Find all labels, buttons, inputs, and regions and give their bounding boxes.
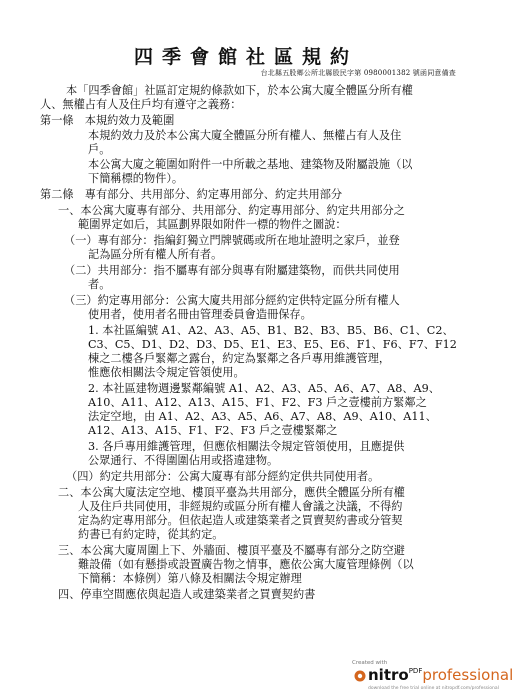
text-line: 使用者，使用者名冊由管理委員會造冊保存。: [88, 308, 312, 321]
document-title: 四季會館社區規約: [133, 46, 358, 68]
text-line: 2. 本社區建物週邊緊鄰編號 A1、A2、A3、A5、A6、A7、A8、A9、: [88, 382, 440, 395]
text-line: 人及住戶共同使用，非經規約或區分所有權人會議之決議，不得約: [78, 500, 403, 513]
text-line: 惟應依相關法令規定管領使用。: [88, 366, 245, 379]
text-line: C3、C5、D1、D2、D3、D5、E1、E3、E5、E6、F1、F6、F7、F12: [88, 338, 457, 351]
text-line: 1. 本社區編號 A1、A2、A3、A5、B1、B2、B3、B5、B6、C1、C2、: [88, 324, 454, 337]
text-line: （二）共用部分：指不屬專有部分與專有附屬建築物，而供共同使用: [64, 264, 400, 277]
text-line: 下簡稱標的物件）。: [88, 172, 184, 185]
text-line: 下簡稱：本條例）第八條及相關法令規定辦理: [78, 572, 302, 585]
text-line: 約書已有約定時，從其約定。: [78, 528, 224, 541]
text-line: （四）約定共用部分：公寓大廈專有部分經約定供共同使用者。: [66, 470, 380, 483]
text-line: 法定空地，由 A1、A2、A3、A5、A6、A7、A8、A9、A10、A11、: [88, 410, 437, 423]
text-line: 本規約效力及於本公寓大廈全體區分所有權人、無權占有人及住: [88, 129, 402, 142]
text-line: A10、A11、A12、A13、A15、F1、F2、F3 戶之壹樓前方緊鄰之: [88, 396, 427, 409]
text-line: （一）專有部分：指編釘獨立門牌號碼或所在地址證明之家戶，並登: [64, 234, 400, 247]
text-line: 棟之二樓各戶緊鄰之露台，約定為緊鄰之各戶專用維護管理，: [88, 352, 391, 365]
text-line: 範圍界定如后，其區劃界限如附件一標的物件之圖說：: [78, 218, 347, 231]
registration-note: 台北縣五股鄉公所北縣股民字第 0980001382 號函同意備查: [260, 69, 456, 77]
text-line: 三、本公寓大廈周圍上下、外牆面、樓頂平臺及不屬專有部分之防空避: [58, 544, 405, 557]
text-line: 四、停車空間應依與起造人或建築業者之買賣契約書: [58, 588, 316, 601]
text-line: 第一條 本規約效力及範圍: [40, 114, 175, 127]
text-line: 記為區分所有權人所有者。: [88, 248, 223, 261]
text-line: A12、A13、A15、F1、F2、F3 戶之壹樓緊鄰之: [88, 424, 338, 437]
nitro-logo-icon: [354, 670, 366, 682]
created-with-text: Created with: [352, 660, 388, 666]
text-line: 3. 各戶專用維護管理，但應依相關法令規定管領使用，且應提供: [88, 440, 405, 453]
text-line: 公眾通行、不得圍圍佔用或搭違建物。: [88, 454, 279, 467]
text-line: 二、本公寓大廈法定空地、樓頂平臺為共用部分，應供全體區分所有權: [58, 486, 405, 499]
text-line: 人、無權占有人及住戶均有遵守之義務：: [40, 98, 242, 111]
nitro-watermark: [352, 660, 513, 696]
text-line: 一、本公寓大廈專有部分、共用部分、約定專用部分、約定共用部分之: [58, 204, 405, 217]
text-line: 戶。: [88, 143, 111, 156]
text-line: 定為約定專用部分。但依起造人或建築業者之買賣契約書或分管契: [78, 514, 403, 527]
text-line: （三）約定專用部分：公寓大廈共用部分經約定供特定區分所有權人: [64, 294, 400, 307]
text-line: 難設備（如有懸掛或設置廣告物之情事，應依公寓大廈管理條例（以: [78, 558, 414, 571]
text-line: 第二條 專有部分、共用部分、約定專用部分、約定共用部分: [40, 188, 343, 201]
text-line: 本公寓大廈之範圍如附件一中所載之基地、建築物及附屬設施（以: [88, 158, 413, 171]
text-line: 者。: [88, 278, 111, 291]
text-line: 本「四季會館」社區訂定規約條款如下，於本公寓大廈全體區分所有權: [66, 84, 413, 97]
nitro-brand: nitro$^{PDF}$professional: [368, 666, 513, 684]
nitro-tagline: download the free trial online at nitropdf.com/professional: [368, 686, 499, 691]
